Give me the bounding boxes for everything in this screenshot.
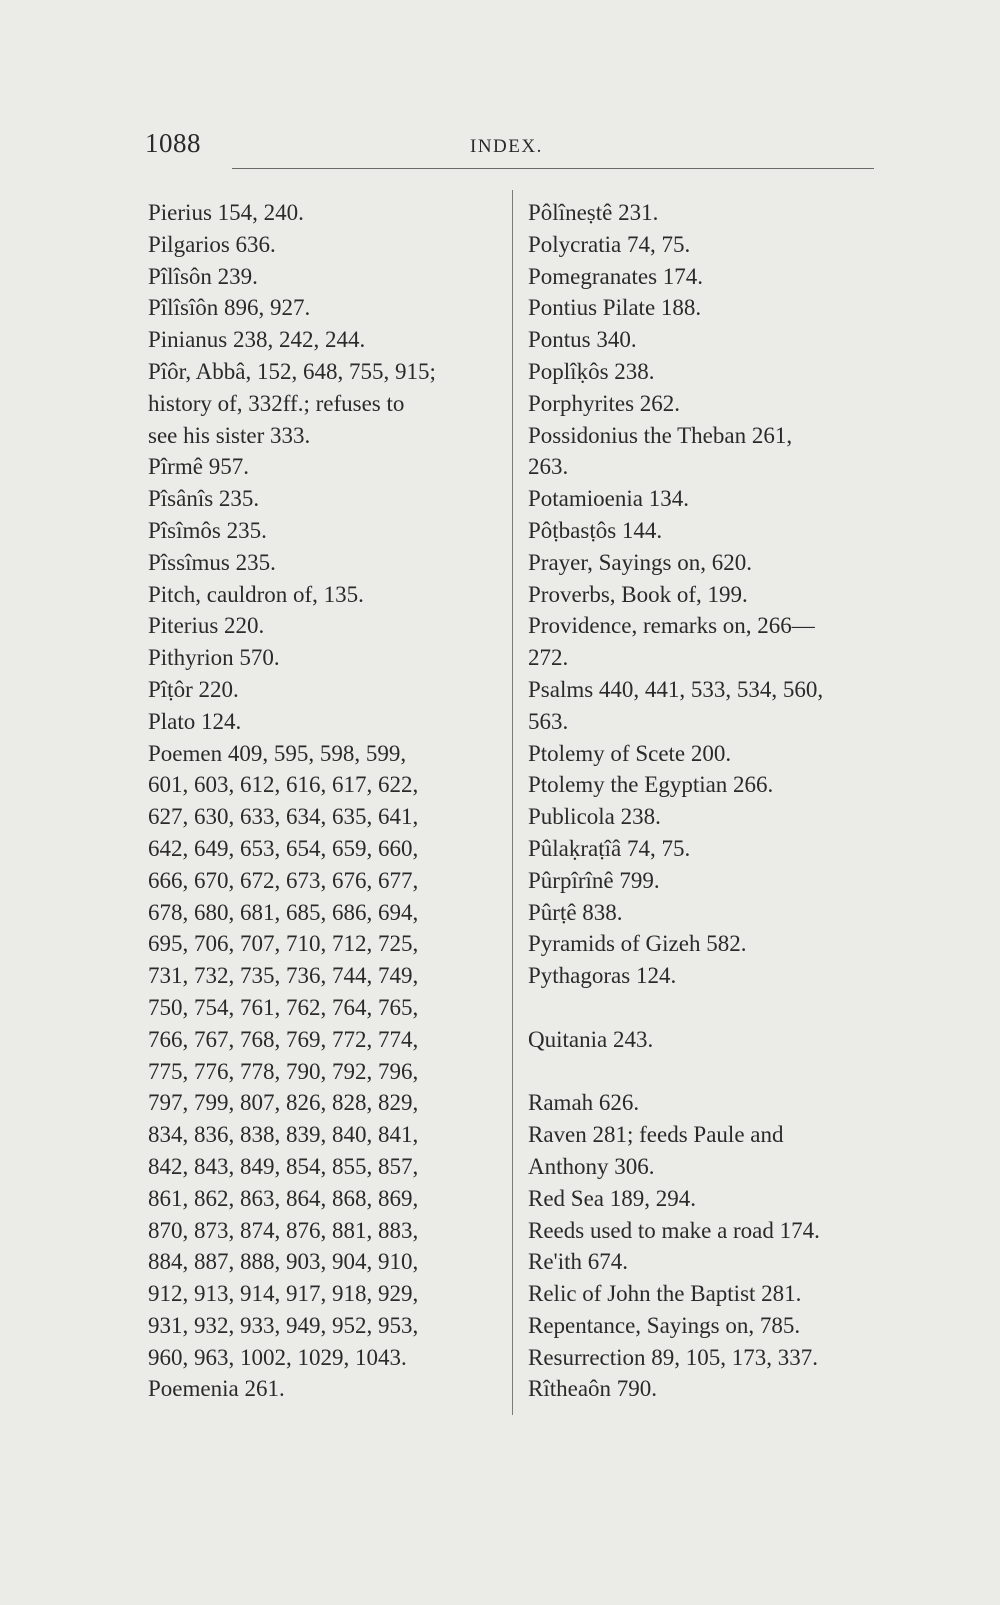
index-entry [528,356,898,388]
index-entry [528,738,898,770]
entry-continuation-line: 666, 670, 672, 673, 676, 677, [148,867,419,893]
index-entry [528,801,898,833]
entry-continuation-line: 750, 754, 761, 762, 764, 765, [148,994,419,1020]
entry-line: Reeds used to make a road 174. [528,1217,820,1243]
index-entry [528,865,898,897]
entry-line: Ptolemy the Egyptian 266. [528,772,774,798]
index-entry [148,1373,503,1405]
index-entry [148,324,503,356]
index-entry [528,1183,898,1215]
entry-continuation-line: 272. [528,645,569,671]
index-entry [528,388,898,420]
index-entry [148,229,503,261]
index-entry [148,483,503,515]
entry-line: Publicola 238. [528,804,661,830]
entry-line: Pîlîsôn 239. [148,263,258,289]
index-entry [148,451,503,483]
index-entry [528,1278,898,1310]
index-entry [148,356,503,451]
index-entry [528,1310,898,1342]
entry-continuation-line: 695, 706, 707, 710, 712, 725, [148,931,419,957]
entry-continuation-line: 834, 836, 838, 839, 840, 841, [148,1122,419,1148]
entry-line: Repentance, Sayings on, 785. [528,1312,801,1338]
index-entry [528,229,898,261]
index-entry [148,515,503,547]
index-entry [528,324,898,356]
index-entry [528,1246,898,1278]
index-entry [528,515,898,547]
entry-line: Resurrection 89, 105, 173, 337. [528,1344,819,1370]
index-entry [148,610,503,642]
index-entry [148,547,503,579]
index-entry [528,579,898,611]
entry-line: Proverbs, Book of, 199. [528,581,748,607]
entry-continuation-line: 731, 732, 735, 736, 744, 749, [148,963,419,989]
section-gap [528,992,898,1024]
index-entry [528,1215,898,1247]
entry-line: Pierius 154, 240. [148,200,304,225]
index-entry [528,897,898,929]
index-entry [528,547,898,579]
entry-line: Pontus 340. [528,327,637,353]
entry-line: Plato 124. [148,708,242,734]
entry-line: Pitch, cauldron of, 135. [148,581,364,607]
entry-line: Relic of John the Baptist 281. [528,1281,802,1307]
index-entry [528,261,898,293]
index-entry [528,674,898,738]
entry-line: Raven 281; feeds Paule and [528,1122,784,1148]
column-divider [512,190,513,1415]
entry-continuation-line: 642, 649, 653, 654, 659, 660, [148,835,419,861]
entry-line: Pôṭbasṭôs 144. [528,517,663,543]
entry-continuation-line: 775, 776, 778, 790, 792, 796, [148,1058,419,1084]
index-entry [528,292,898,324]
index-entry [148,197,503,229]
entry-continuation-line: history of, 332ff.; refuses to [148,390,405,416]
index-entry [528,1024,898,1056]
entry-continuation-line: 884, 887, 888, 903, 904, 910, [148,1249,419,1275]
index-entry [528,1087,898,1119]
entry-line: Pîsîmôs 235. [148,517,267,543]
entry-line: Pôlîneṣtê 231. [528,200,659,225]
index-entry [148,579,503,611]
header-rule [232,168,874,169]
entry-line: Pûlaḳraṭîâ 74, 75. [528,835,691,861]
entry-continuation-line: 861, 862, 863, 864, 868, 869, [148,1185,419,1211]
entry-continuation-line: 842, 843, 849, 854, 855, 857, [148,1153,419,1179]
entry-line: Ptolemy of Scete 200. [528,740,732,766]
entry-continuation-line: 563. [528,708,569,734]
entry-line: Quitania 243. [528,1026,654,1052]
entry-line: Piterius 220. [148,613,265,639]
entry-line: Poemen 409, 595, 598, 599, [148,740,407,766]
entry-line: Pîssîmus 235. [148,549,276,575]
entry-line: Pîrmê 957. [148,454,249,480]
index-entry [528,1342,898,1374]
index-entry [148,261,503,293]
entry-line: Pontius Pilate 188. [528,295,702,321]
entry-line: Poemenia 261. [148,1376,285,1402]
entry-line: Pîôr, Abbâ, 152, 648, 755, 915; [148,358,436,384]
index-entry [528,610,898,674]
entry-line: Porphyrites 262. [528,390,681,416]
entry-line: Possidonius the Theban 261, [528,422,793,448]
entry-line: Pûrpîrînê 799. [528,867,660,893]
page-number: 1088 [145,128,201,158]
entry-line: Pîsânîs 235. [148,486,260,512]
entry-line: Psalms 440, 441, 533, 534, 560, [528,676,824,702]
entry-line: Pythagoras 124. [528,963,677,989]
entry-line: Poplîḳôs 238. [528,358,655,384]
entry-continuation-line: 960, 963, 1002, 1029, 1043. [148,1344,407,1370]
index-entry [528,928,898,960]
entry-continuation-line: 601, 603, 612, 616, 617, 622, [148,772,419,798]
entry-line: Red Sea 189, 294. [528,1185,697,1211]
section-gap [528,1056,898,1088]
entry-continuation-line: Anthony 306. [528,1153,655,1179]
index-entry [148,738,503,1374]
index-entry [148,706,503,738]
entry-line: Polycratia 74, 75. [528,231,691,257]
entry-line: Pîlîsîôn 896, 927. [148,295,311,321]
entry-line: Pûrṭê 838. [528,899,623,925]
index-entry [528,833,898,865]
entry-line: Providence, remarks on, 266— [528,613,815,639]
page-header [145,128,875,168]
index-entry [148,674,503,706]
entry-line: Pithyrion 570. [148,645,280,671]
entry-line: Prayer, Sayings on, 620. [528,549,752,575]
index-entry [148,642,503,674]
entry-continuation-line: 912, 913, 914, 917, 918, 929, [148,1281,419,1307]
entry-continuation-line: 797, 799, 807, 826, 828, 829, [148,1090,419,1116]
entry-line: Rîtheaôn 790. [528,1376,658,1402]
entry-continuation-line: 678, 680, 681, 685, 686, 694, [148,899,419,925]
entry-line: Pilgarios 636. [148,231,276,257]
entry-line: Pinianus 238, 242, 244. [148,327,366,353]
entry-continuation-line: 766, 767, 768, 769, 772, 774, [148,1026,419,1052]
entry-line: Pomegranates 174. [528,263,704,289]
running-title: INDEX. [470,136,543,157]
entry-line: Pîṭôr 220. [148,676,239,702]
index-entry [528,960,898,992]
index-entry [528,483,898,515]
entry-continuation-line: see his sister 333. [148,422,311,448]
entry-line: Potamioenia 134. [528,486,689,512]
index-entry [528,197,898,229]
entry-continuation-line: 627, 630, 633, 634, 635, 641, [148,804,419,830]
index-entry [528,420,898,484]
entry-line: Re'ith 674. [528,1249,628,1275]
index-column-left [148,197,503,1405]
index-entry [528,1119,898,1183]
index-column-right [528,197,898,1405]
entry-line: Ramah 626. [528,1090,640,1116]
entry-continuation-line: 870, 873, 874, 876, 881, 883, [148,1217,419,1243]
index-entry [528,769,898,801]
entry-continuation-line: 263. [528,454,569,480]
index-entry [528,1373,898,1405]
entry-line: Pyramids of Gizeh 582. [528,931,747,957]
index-entry [148,292,503,324]
entry-continuation-line: 931, 932, 933, 949, 952, 953, [148,1312,419,1338]
